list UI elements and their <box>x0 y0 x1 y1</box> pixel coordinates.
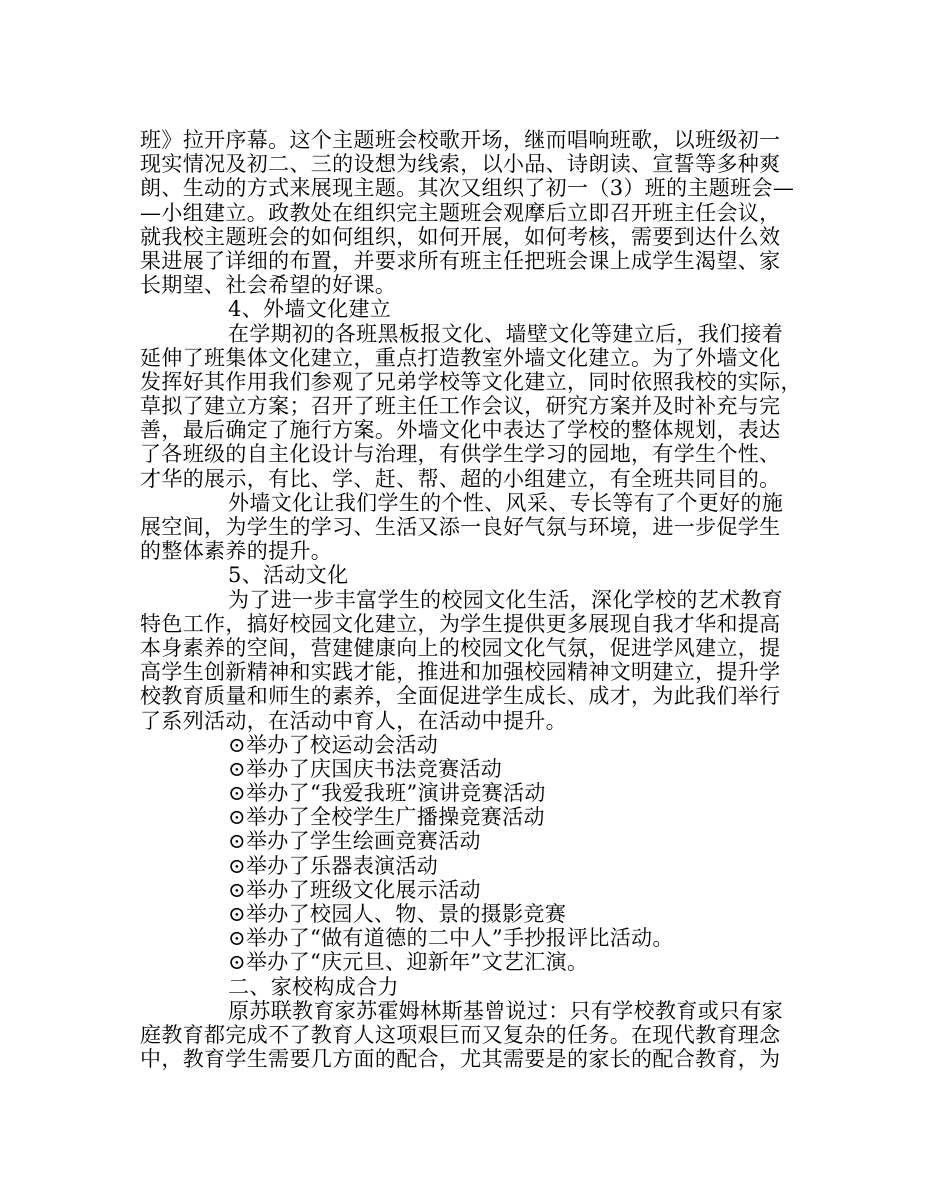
text-line: ⊙举办了“庆元旦、迎新年”文艺汇演。 <box>228 950 589 975</box>
text-line: ⊙举办了“做有道德的二中人”手抄报评比活动。 <box>228 926 674 951</box>
text-line: 长期望、社会希望的好课。 <box>140 273 397 298</box>
text-line: 在学期初的各班黑板报文化、墙壁文化等建立后，我们接着 <box>228 321 784 346</box>
text-line: 的整体素养的提升。 <box>140 539 333 564</box>
text-line: 就我校主题班会的如何组织，如何开展，如何考核，需要到达什么效 <box>140 224 781 249</box>
text-line: 原苏联教育家苏霍姆林斯基曾说过：只有学校教育或只有家 <box>228 998 784 1023</box>
text-line: 外墙文化让我们学生的个性、风采、专长等有了个更好的施 <box>228 490 784 515</box>
text-line: ⊙举办了校园人、物、景的摄影竞赛 <box>228 902 567 926</box>
text-line: 发挥好其作用我们参观了兄弟学校等文化建立，同时依照我校的实际， <box>140 369 802 394</box>
text-line: 特色工作，搞好校园文化建立，为学生提供更多展现自我才华和提高 <box>140 611 781 636</box>
text-line: 中，教育学生需要几方面的配合，尤其需要是的家长的配合教育，为 <box>140 1047 781 1072</box>
text-line: 了各班级的自主化设计与治理，有供学生学习的园地，有学生个性、 <box>140 442 781 467</box>
text-line: 校教育质量和师生的素养，全面促进学生成长、成才，为此我们举行 <box>140 684 781 709</box>
text-line: 班》拉开序幕。这个主题班会校歌开场，继而唱响班歌，以班级初一 <box>140 128 781 152</box>
text-line: 为了进一步丰富学生的校园文化生活，深化学校的艺术教育 <box>228 587 784 612</box>
text-line: 果进展了详细的布置，并要求所有班主任把班会课上成学生渴望、家 <box>140 248 781 273</box>
text-line: 了系列活动，在活动中育人，在活动中提升。 <box>140 708 567 733</box>
text-line: —小组建立。政教处在组织完主题班会观摩后立即召开班主任会议， <box>140 200 781 225</box>
text-line: ⊙举办了“我爱我班”演讲竞赛活动 <box>228 781 546 806</box>
text-line: ⊙举办了乐器表演活动 <box>228 853 439 878</box>
text-line: ⊙举办了庆国庆书法竞赛活动 <box>228 756 503 781</box>
text-line: 现实情况及初二、三的设想为线索，以小品、诗朗读、宣誓等多种爽 <box>140 152 781 177</box>
text-line: ⊙举办了校运动会活动 <box>228 732 439 757</box>
text-line: 才华的展示，有比、学、赶、帮、超的小组建立，有全班共同目的。 <box>140 466 781 491</box>
document-body <box>140 128 822 1071</box>
text-line: 本身素养的空间，营建健康向上的校园文化气氛，促进学风建立，提 <box>140 635 781 660</box>
text-line: 善，最后确定了施行方案。外墙文化中表达了学校的整体规划，表达 <box>140 418 781 443</box>
text-line: 二、家校构成合力 <box>228 974 399 999</box>
text-line: 4、外墙文化建立 <box>228 297 392 322</box>
text-line: 庭教育都完成不了教育人这项艰巨而又复杂的任务。在现代教育理念 <box>140 1022 781 1047</box>
text-line: 5、活动文化 <box>228 563 349 588</box>
text-line: 展空间，为学生的学习、生活又添一良好气氛与环境，进一步促学生 <box>140 515 781 539</box>
text-line: 延伸了班集体文化建立，重点打造教室外墙文化建立。为了外墙文化 <box>140 345 781 370</box>
text-line: 草拟了建立方案；召开了班主任工作会议，研究方案并及时补充与完 <box>140 394 781 419</box>
text-line: 朗、生动的方式来展现主题。其次又组织了初一（3）班的主题班会— <box>140 176 795 201</box>
text-line: 高学生创新精神和实践才能，推进和加强校园精神文明建立，提升学 <box>140 660 781 685</box>
text-line: ⊙举办了班级文化展示活动 <box>228 877 481 902</box>
text-line: ⊙举办了学生绘画竞赛活动 <box>228 829 481 854</box>
text-line: ⊙举办了全校学生广播操竞赛活动 <box>228 805 545 830</box>
